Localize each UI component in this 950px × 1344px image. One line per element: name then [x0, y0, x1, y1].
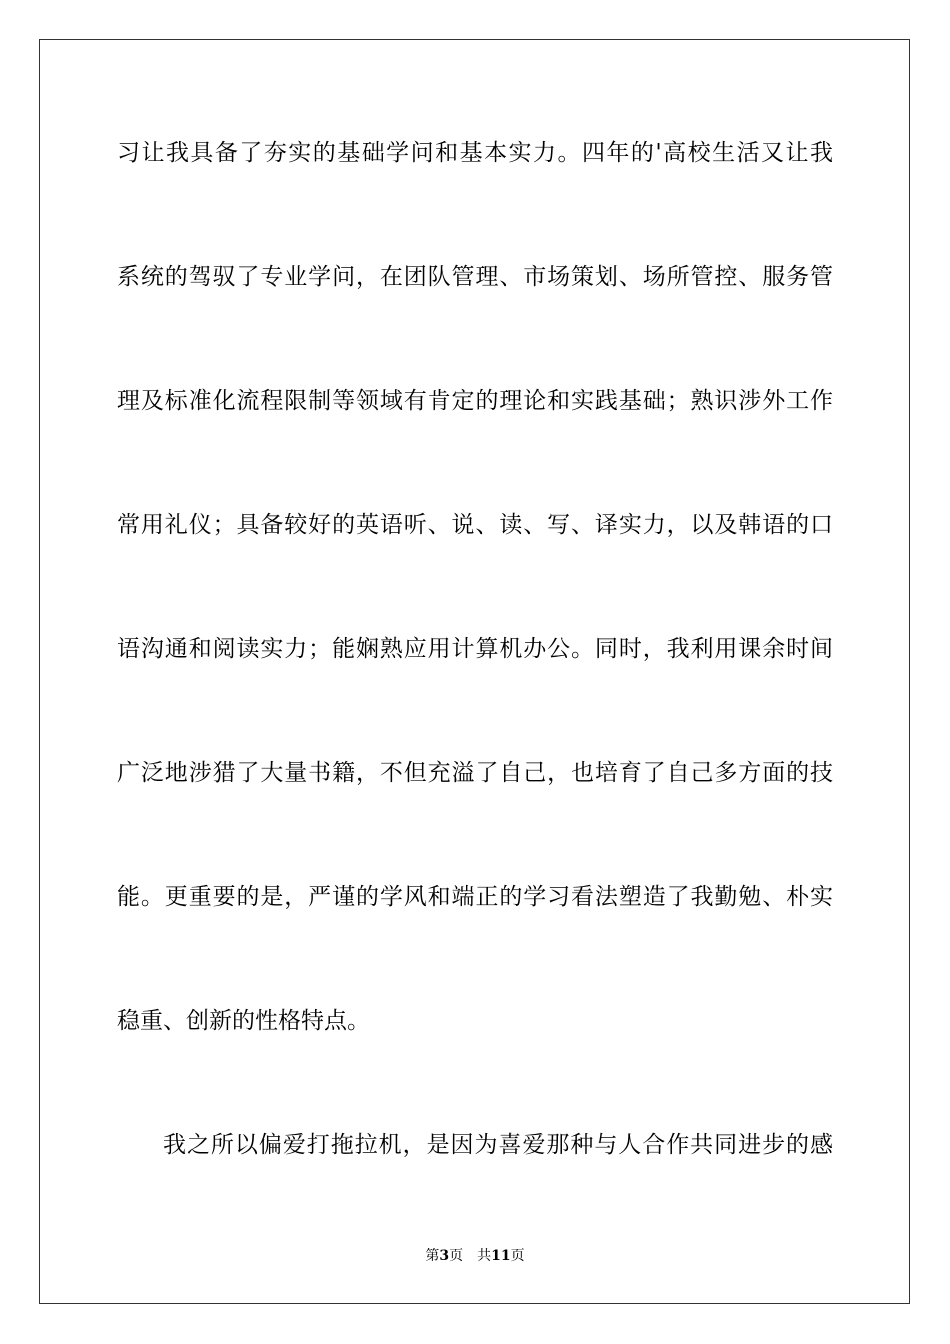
body-text-line: 习让我具备了夯实的基础学问和基本实力。四年的'高校生活又让我	[117, 140, 833, 166]
page-number: 3	[439, 1248, 450, 1264]
total-pages: 11	[491, 1248, 511, 1264]
total-prefix: 共	[477, 1248, 492, 1264]
body-text-line: 广泛地涉猎了大量书籍，不但充溢了自己，也培育了自己多方面的技	[117, 760, 833, 786]
body-text-line: 稳重、创新的性格特点。	[117, 1008, 370, 1034]
page-suffix: 页	[449, 1248, 464, 1264]
page-prefix: 第	[425, 1248, 440, 1264]
body-text-line: 常用礼仪；具备较好的英语听、说、读、写、译实力，以及韩语的口	[117, 512, 833, 538]
page-footer	[0, 1247, 950, 1265]
body-text-line: 系统的驾驭了专业学问，在团队管理、市场策划、场所管控、服务管	[117, 264, 833, 290]
total-suffix: 页	[510, 1248, 525, 1264]
body-text-line: 语沟通和阅读实力；能娴熟应用计算机办公。同时，我利用课余时间	[117, 636, 833, 662]
paragraph-first-line: 我之所以偏爱打拖拉机，是因为喜爱那种与人合作共同进步的感	[163, 1132, 833, 1158]
page-border	[39, 39, 910, 1304]
body-text-line: 能。更重要的是，严谨的学风和端正的学习看法塑造了我勤勉、朴实	[117, 884, 833, 910]
body-text-line: 理及标准化流程限制等领域有肯定的理论和实践基础；熟识涉外工作	[117, 388, 833, 414]
